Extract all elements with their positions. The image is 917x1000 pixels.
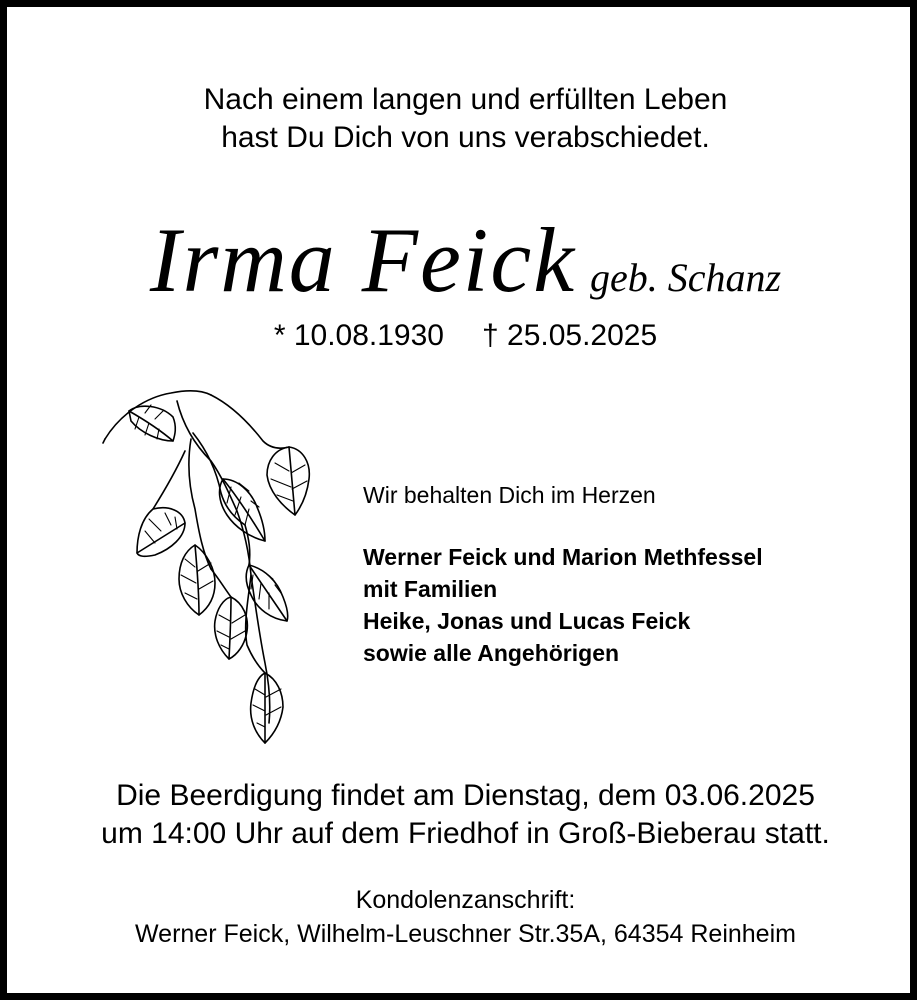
- birth-name: geb. Schanz: [590, 255, 782, 300]
- mourner-line: mit Familien: [363, 576, 498, 602]
- deceased-name: Irma Feick: [149, 209, 577, 311]
- funeral-line-2: um 14:00 Uhr auf dem Friedhof in Groß-Bieberau statt.: [101, 817, 830, 850]
- condolence-label: Kondolenzanschrift:: [355, 886, 576, 914]
- mourner-line: Heike, Jonas und Lucas Feick: [363, 608, 691, 634]
- birch-branch-illustration: [99, 383, 329, 749]
- birth-date: * 10.08.1930: [273, 319, 444, 352]
- intro-line-1: Nach einem langen und erfüllten Leben: [203, 83, 728, 116]
- intro-text: [7, 81, 917, 157]
- condolence-address: [7, 883, 917, 951]
- mourners-block: [363, 479, 883, 669]
- deceased-name-row: [7, 207, 917, 313]
- death-date: † 25.05.2025: [481, 319, 658, 352]
- life-dates: [7, 319, 917, 353]
- motto: Wir behalten Dich im Herzen: [363, 482, 656, 508]
- mourner-line: sowie alle Angehörigen: [363, 640, 620, 666]
- mourner-line: Werner Feick und Marion Methfessel: [363, 544, 763, 570]
- funeral-line-1: Die Beerdigung findet am Dienstag, dem 03.06.2025: [116, 779, 815, 812]
- intro-line-2: hast Du Dich von uns verabschiedet.: [221, 121, 710, 154]
- condolence-address-line: Werner Feick, Wilhelm-Leuschner Str.35A, 64354 Reinheim: [135, 920, 796, 948]
- funeral-notice: [7, 777, 917, 853]
